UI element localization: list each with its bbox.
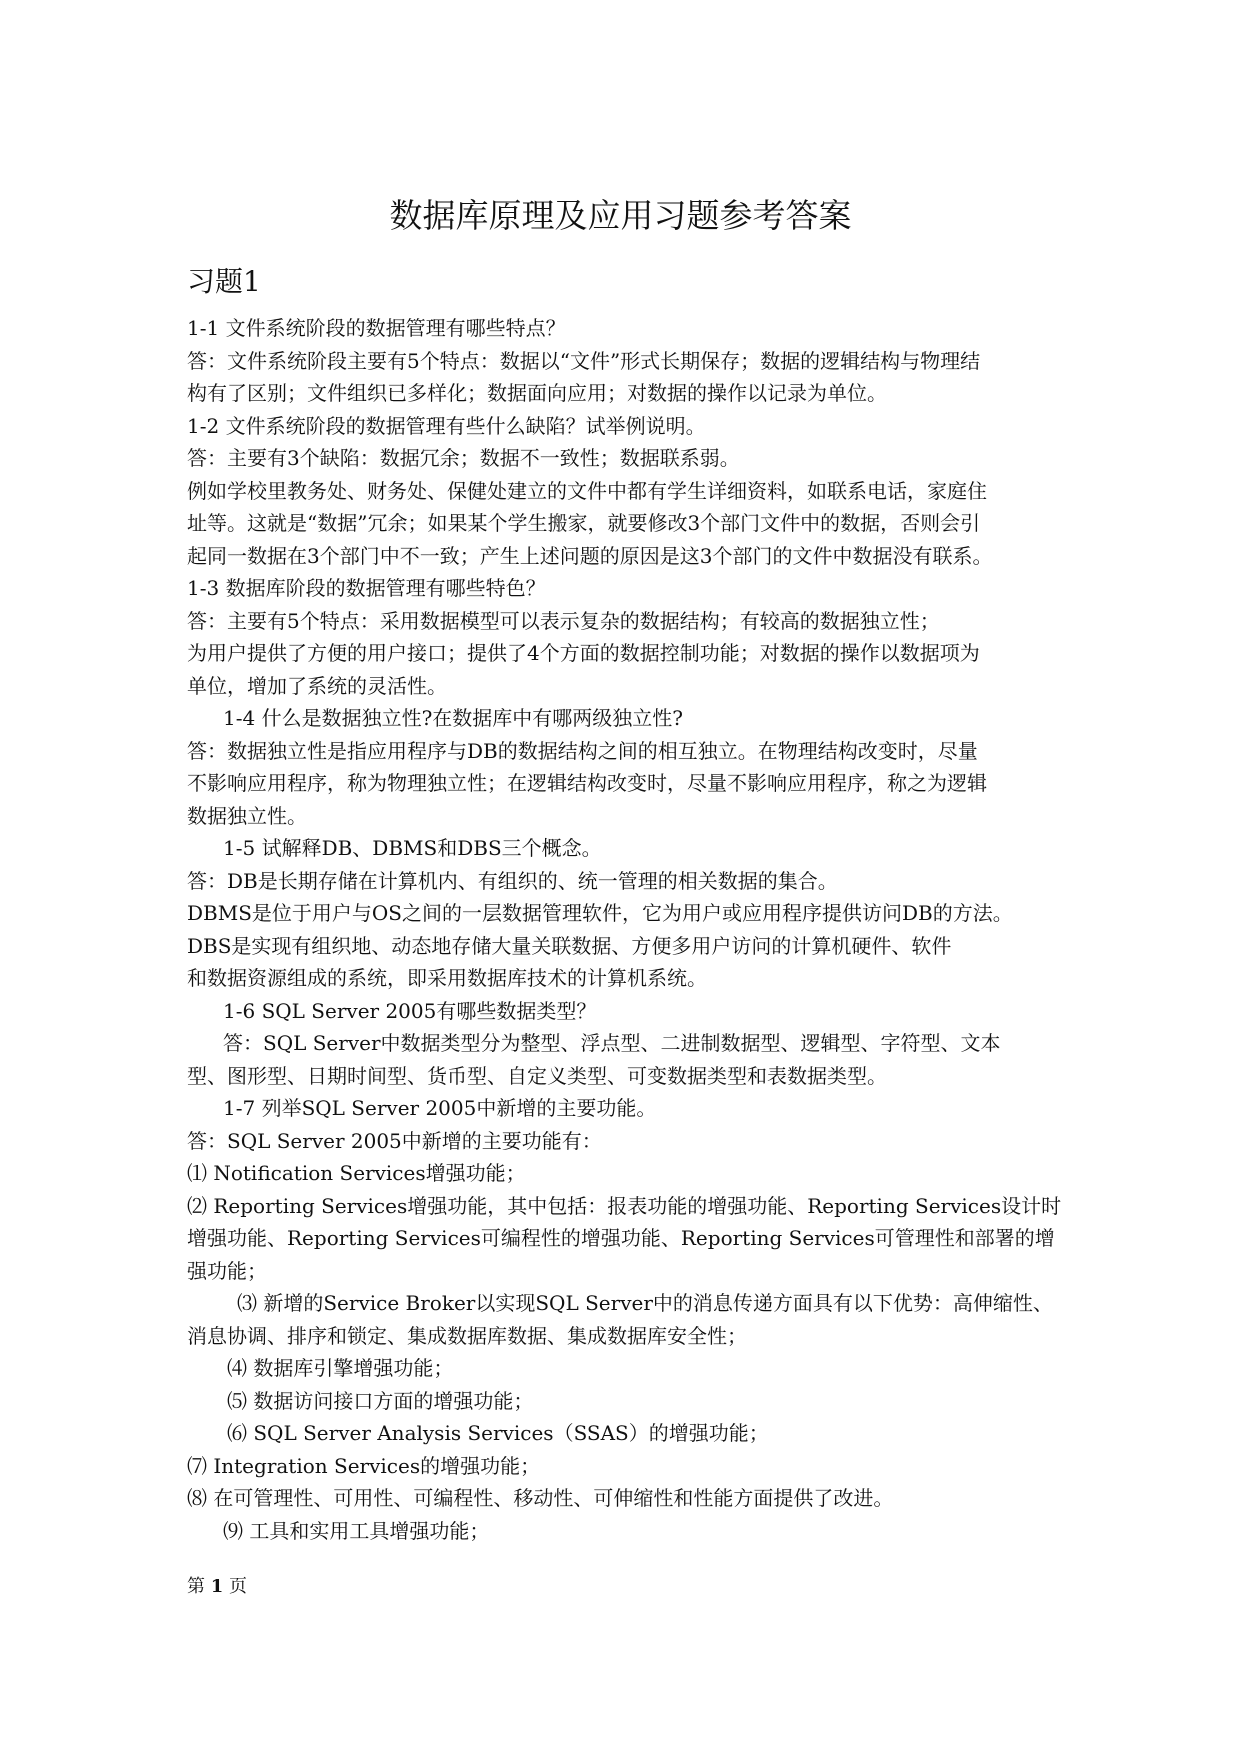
- text-line: 强功能；: [187, 1258, 267, 1283]
- text-line: 1-3 数据库阶段的数据管理有哪些特色？: [187, 576, 546, 600]
- text-line: 型、图形型、日期时间型、货币型、自定义类型、可变数据类型和表数据类型。: [187, 1063, 887, 1088]
- text-line: ⑺ Integration Services的增强功能；: [187, 1453, 541, 1478]
- text-line: 1-5 试解释DB、DBMS和DBS三个概念。: [223, 836, 602, 860]
- text-line: 起同一数据在3个部门中不一致；产生上述问题的原因是这3个部门的文件中数据没有联系。: [187, 543, 993, 568]
- page-title: 数据库原理及应用习题参考答案: [389, 196, 852, 235]
- text-line: DBS是实现有组织地、动态地存储大量关联数据、方便多用户访问的计算机硬件、软件: [187, 933, 952, 958]
- text-line: ⑸ 数据访问接口方面的增强功能；: [227, 1388, 534, 1413]
- text-line: ⑻ 在可管理性、可用性、可编程性、移动性、可伸缩性和性能方面提供了改进。: [187, 1486, 894, 1510]
- text-line: 单位，增加了系统的灵活性。: [187, 673, 447, 698]
- text-line: DBMS是位于用户与OS之间的一层数据管理软件，它为用户或应用程序提供访问DB的方法。: [187, 901, 1013, 925]
- page-number: 1: [210, 1576, 224, 1597]
- text-line: 答：主要有3个缺陷：数据冗余；数据不一致性；数据联系弱。: [187, 446, 740, 470]
- text-line: 增强功能、Reporting Services可编程性的增强功能、Reporting Services可管理性和部署的增: [187, 1226, 1055, 1250]
- text-line: 1-2 文件系统阶段的数据管理有些什么缺陷？试举例说明。: [187, 413, 706, 438]
- text-line: 答：SQL Server中数据类型分为整型、浮点型、二进制数据型、逻辑型、字符型、文本: [223, 1031, 1001, 1055]
- text-line: 不影响应用程序，称为物理独立性；在逻辑结构改变时，尽量不影响应用程序，称之为逻辑: [187, 771, 987, 795]
- text-line: 消息协调、排序和锁定、集成数据库数据、集成数据库安全性；: [187, 1323, 747, 1348]
- text-line: 答：主要有5个特点：采用数据模型可以表示复杂的数据结构；有较高的数据独立性；: [187, 608, 940, 633]
- text-line: 址等。这就是“数据”冗余；如果某个学生搬家，就要修改3个部门文件中的数据，否则会引: [187, 511, 981, 535]
- text-line: 1-1 文件系统阶段的数据管理有哪些特点？: [187, 316, 566, 340]
- text-line: 为用户提供了方便的用户接口；提供了4个方面的数据控制功能；对数据的操作以数据项为: [187, 641, 980, 665]
- text-line: 例如学校里教务处、财务处、保健处建立的文件中都有学生详细资料，如联系电话，家庭住: [187, 478, 987, 503]
- text-line: 1-7 列举SQL Server 2005中新增的主要功能。: [223, 1096, 657, 1120]
- text-line: ⑶ 新增的Service Broker以实现SQL Server中的消息传递方面具有以下优势：高伸缩性、: [237, 1291, 1053, 1315]
- text-line: ⑵ Reporting Services增强功能，其中包括：报表功能的增强功能、Reporting Services设计时: [187, 1193, 1062, 1218]
- text-line: 1-4 什么是数据独立性?在数据库中有哪两级独立性?: [223, 706, 684, 730]
- text-line: ⑴ Notification Services增强功能；: [187, 1161, 526, 1185]
- text-line: 和数据资源组成的系统，即采用数据库技术的计算机系统。: [187, 966, 707, 990]
- text-line: 答：文件系统阶段主要有5个特点：数据以“文件”形式长期保存；数据的逻辑结构与物理结: [187, 348, 981, 373]
- document-body: [187, 312, 1067, 1547]
- text-line: ⑷ 数据库引擎增强功能；: [227, 1356, 454, 1380]
- text-line: 答：数据独立性是指应用程序与DB的数据结构之间的相互独立。在物理结构改变时，尽量: [187, 738, 978, 763]
- page-footer: [187, 1575, 247, 1599]
- footer-prefix: 第: [187, 1576, 205, 1597]
- text-line: ⑹ SQL Server Analysis Services（SSAS）的增强功能；: [227, 1421, 769, 1445]
- text-line: 答：SQL Server 2005中新增的主要功能有：: [187, 1128, 602, 1153]
- text-line: 数据独立性。: [187, 803, 307, 828]
- section-heading: 习题1: [187, 265, 261, 298]
- footer-suffix: 页: [229, 1576, 247, 1597]
- text-line: 构有了区别；文件组织已多样化；数据面向应用；对数据的操作以记录为单位。: [187, 381, 887, 405]
- text-line: 1-6 SQL Server 2005有哪些数据类型？: [223, 998, 597, 1023]
- text-line: ⑼ 工具和实用工具增强功能；: [223, 1518, 490, 1543]
- text-line: 答：DB是长期存储在计算机内、有组织的、统一管理的相关数据的集合。: [187, 868, 838, 893]
